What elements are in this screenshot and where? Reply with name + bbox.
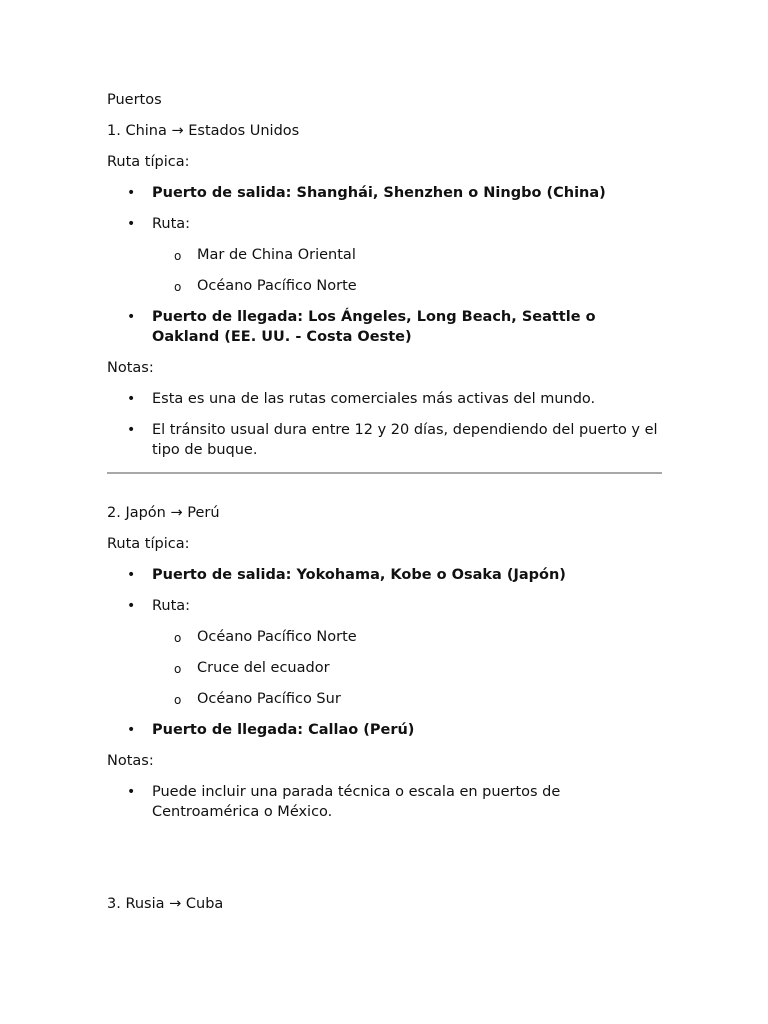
bullet-icon: • bbox=[127, 391, 136, 407]
list-item bbox=[107, 565, 662, 585]
list-item bbox=[107, 214, 662, 296]
departure-port: Puerto de salida: Shanghái, Shenzhen o Ningbo (China) bbox=[152, 185, 606, 201]
note-text: Puede incluir una parada técnica o escala en puertos de Centroamérica o México. bbox=[152, 784, 561, 820]
bullet-icon: • bbox=[127, 185, 136, 201]
route-step-text: Océano Pacífico Sur bbox=[197, 691, 341, 707]
note-item bbox=[107, 782, 662, 822]
bullet-icon: • bbox=[127, 722, 136, 738]
route-list bbox=[107, 565, 662, 740]
route-step-text: Océano Pacífico Norte bbox=[197, 629, 357, 645]
list-item bbox=[107, 307, 662, 347]
sub-bullet-icon: o bbox=[174, 662, 182, 676]
route-step-text: Océano Pacífico Norte bbox=[197, 278, 357, 294]
route-list bbox=[107, 183, 662, 347]
note-item bbox=[107, 420, 662, 460]
route-label: Ruta típica: bbox=[107, 536, 190, 552]
notes-list bbox=[107, 389, 662, 460]
note-item bbox=[107, 389, 662, 409]
route-steps-list bbox=[152, 627, 662, 709]
section-divider bbox=[107, 472, 662, 474]
bullet-icon: • bbox=[127, 216, 136, 232]
section-heading: 3. Rusia → Cuba bbox=[107, 896, 224, 912]
document-title: Puertos bbox=[107, 92, 162, 108]
list-item bbox=[107, 183, 662, 203]
bullet-icon: • bbox=[127, 422, 136, 438]
arrival-port: Puerto de llegada: Callao (Perú) bbox=[152, 722, 415, 738]
section-heading: 2. Japón → Perú bbox=[107, 505, 220, 521]
sub-bullet-icon: o bbox=[174, 693, 182, 707]
bullet-icon: • bbox=[127, 784, 136, 800]
list-item bbox=[107, 720, 662, 740]
route-steps-list bbox=[152, 245, 662, 296]
route-step bbox=[152, 276, 662, 296]
bullet-icon: • bbox=[127, 567, 136, 583]
section-heading: 1. China → Estados Unidos bbox=[107, 123, 300, 139]
note-text: El tránsito usual dura entre 12 y 20 días, dependiendo del puerto y el tipo de buque. bbox=[152, 422, 658, 458]
route-step bbox=[152, 627, 662, 647]
route-step-text: Mar de China Oriental bbox=[197, 247, 356, 263]
notes-label: Notas: bbox=[107, 360, 154, 376]
sub-bullet-icon: o bbox=[174, 631, 182, 645]
section-japan-peru bbox=[107, 503, 662, 822]
route-heading: Ruta: bbox=[152, 598, 191, 614]
route-step bbox=[152, 658, 662, 678]
route-label: Ruta típica: bbox=[107, 154, 190, 170]
route-heading: Ruta: bbox=[152, 216, 191, 232]
sub-bullet-icon: o bbox=[174, 280, 182, 294]
route-step bbox=[152, 245, 662, 265]
bullet-icon: • bbox=[127, 309, 136, 325]
route-step bbox=[152, 689, 662, 709]
section-china-usa bbox=[107, 121, 662, 460]
document-page bbox=[107, 90, 662, 925]
sub-bullet-icon: o bbox=[174, 249, 182, 263]
note-text: Esta es una de las rutas comerciales más activas del mundo. bbox=[152, 391, 596, 407]
departure-port: Puerto de salida: Yokohama, Kobe o Osaka (Japón) bbox=[152, 567, 566, 583]
list-item bbox=[107, 596, 662, 709]
notes-list bbox=[107, 782, 662, 822]
bullet-icon: • bbox=[127, 598, 136, 614]
route-step-text: Cruce del ecuador bbox=[197, 660, 330, 676]
arrival-port: Puerto de llegada: Los Ángeles, Long Beach, Seattle o Oakland (EE. UU. - Costa Oeste) bbox=[152, 309, 596, 345]
section-russia-cuba bbox=[107, 894, 662, 914]
notes-label: Notas: bbox=[107, 753, 154, 769]
